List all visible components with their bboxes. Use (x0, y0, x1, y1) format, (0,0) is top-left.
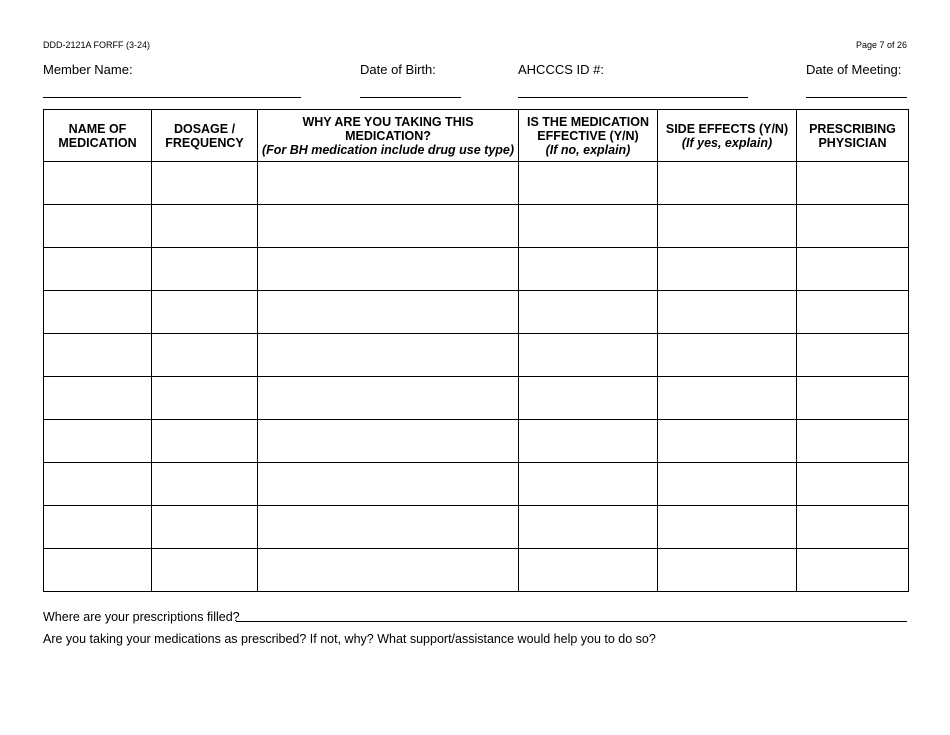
cell-is-effective[interactable] (519, 248, 658, 291)
cell-prescribing-physician[interactable] (797, 248, 909, 291)
date-of-meeting-field[interactable] (806, 97, 907, 98)
cell-is-effective[interactable] (519, 162, 658, 205)
cell-dosage-frequency[interactable] (152, 377, 258, 420)
cell-why-taking[interactable] (258, 162, 519, 205)
table-row (44, 205, 909, 248)
table-row (44, 377, 909, 420)
cell-prescribing-physician[interactable] (797, 549, 909, 592)
form-id: DDD-2121A FORFF (3-24) (43, 40, 151, 50)
cell-why-taking[interactable] (258, 377, 519, 420)
cell-why-taking[interactable] (258, 248, 519, 291)
cell-why-taking[interactable] (258, 549, 519, 592)
cell-dosage-frequency[interactable] (152, 291, 258, 334)
date-of-birth-field[interactable] (360, 97, 461, 98)
cell-why-taking[interactable] (258, 506, 519, 549)
date-of-meeting-label: Date of Meeting: (806, 62, 902, 77)
member-name-label: Member Name: (43, 62, 133, 77)
cell-prescribing-physician[interactable] (797, 334, 909, 377)
cell-dosage-frequency[interactable] (152, 248, 258, 291)
cell-name-of-medication[interactable] (44, 291, 152, 334)
cell-why-taking[interactable] (258, 420, 519, 463)
table-row (44, 506, 909, 549)
cell-is-effective[interactable] (519, 205, 658, 248)
ahcccs-id-label: AHCCCS ID #: (518, 62, 604, 77)
cell-name-of-medication[interactable] (44, 506, 152, 549)
page-number: Page 7 of 26 (855, 40, 907, 50)
cell-why-taking[interactable] (258, 334, 519, 377)
cell-prescribing-physician[interactable] (797, 291, 909, 334)
cell-side-effects[interactable] (658, 334, 797, 377)
cell-side-effects[interactable] (658, 506, 797, 549)
table-header-row (44, 110, 909, 162)
header-prescribing-physician: PRESCRIBING PHYSICIAN (797, 110, 909, 162)
table-row (44, 291, 909, 334)
cell-why-taking[interactable] (258, 463, 519, 506)
table-row (44, 162, 909, 205)
cell-side-effects[interactable] (658, 248, 797, 291)
cell-prescribing-physician[interactable] (797, 205, 909, 248)
cell-is-effective[interactable] (519, 291, 658, 334)
header-dosage-frequency: DOSAGE / FREQUENCY (152, 110, 258, 162)
cell-is-effective[interactable] (519, 463, 658, 506)
table-row (44, 549, 909, 592)
cell-is-effective[interactable] (519, 420, 658, 463)
cell-prescribing-physician[interactable] (797, 377, 909, 420)
cell-name-of-medication[interactable] (44, 463, 152, 506)
cell-name-of-medication[interactable] (44, 377, 152, 420)
medication-table (43, 109, 909, 592)
cell-prescribing-physician[interactable] (797, 420, 909, 463)
cell-name-of-medication[interactable] (44, 334, 152, 377)
cell-is-effective[interactable] (519, 377, 658, 420)
table-row (44, 420, 909, 463)
cell-dosage-frequency[interactable] (152, 162, 258, 205)
cell-name-of-medication[interactable] (44, 549, 152, 592)
prescriptions-filled-label: Where are your prescriptions filled? (43, 610, 240, 624)
cell-prescribing-physician[interactable] (797, 506, 909, 549)
cell-why-taking[interactable] (258, 291, 519, 334)
cell-side-effects[interactable] (658, 162, 797, 205)
prescriptions-filled-field[interactable] (236, 621, 907, 622)
cell-dosage-frequency[interactable] (152, 420, 258, 463)
cell-is-effective[interactable] (519, 506, 658, 549)
table-row (44, 334, 909, 377)
header-name-of-medication: NAME OF MEDICATION (44, 110, 152, 162)
cell-name-of-medication[interactable] (44, 420, 152, 463)
cell-dosage-frequency[interactable] (152, 463, 258, 506)
cell-name-of-medication[interactable] (44, 248, 152, 291)
cell-dosage-frequency[interactable] (152, 549, 258, 592)
header-side-effects: SIDE EFFECTS (Y/N) (If yes, explain) (658, 110, 797, 162)
cell-side-effects[interactable] (658, 377, 797, 420)
cell-is-effective[interactable] (519, 549, 658, 592)
cell-side-effects[interactable] (658, 549, 797, 592)
cell-name-of-medication[interactable] (44, 205, 152, 248)
cell-side-effects[interactable] (658, 291, 797, 334)
cell-side-effects[interactable] (658, 205, 797, 248)
header-why-taking: WHY ARE YOU TAKING THIS MEDICATION? (For BH medication include drug use type) (258, 110, 519, 162)
table-row (44, 463, 909, 506)
cell-prescribing-physician[interactable] (797, 463, 909, 506)
cell-dosage-frequency[interactable] (152, 205, 258, 248)
date-of-birth-label: Date of Birth: (360, 62, 436, 77)
cell-is-effective[interactable] (519, 334, 658, 377)
taking-as-prescribed-label: Are you taking your medications as prescribed? If not, why? What support/assistance would help you to do so? (43, 632, 656, 646)
cell-dosage-frequency[interactable] (152, 506, 258, 549)
member-name-field[interactable] (43, 97, 301, 98)
table-row (44, 248, 909, 291)
cell-prescribing-physician[interactable] (797, 162, 909, 205)
cell-dosage-frequency[interactable] (152, 334, 258, 377)
cell-name-of-medication[interactable] (44, 162, 152, 205)
header-is-effective: IS THE MEDICATION EFFECTIVE (Y/N) (If no, explain) (519, 110, 658, 162)
cell-side-effects[interactable] (658, 463, 797, 506)
cell-why-taking[interactable] (258, 205, 519, 248)
cell-side-effects[interactable] (658, 420, 797, 463)
ahcccs-id-field[interactable] (518, 97, 748, 98)
